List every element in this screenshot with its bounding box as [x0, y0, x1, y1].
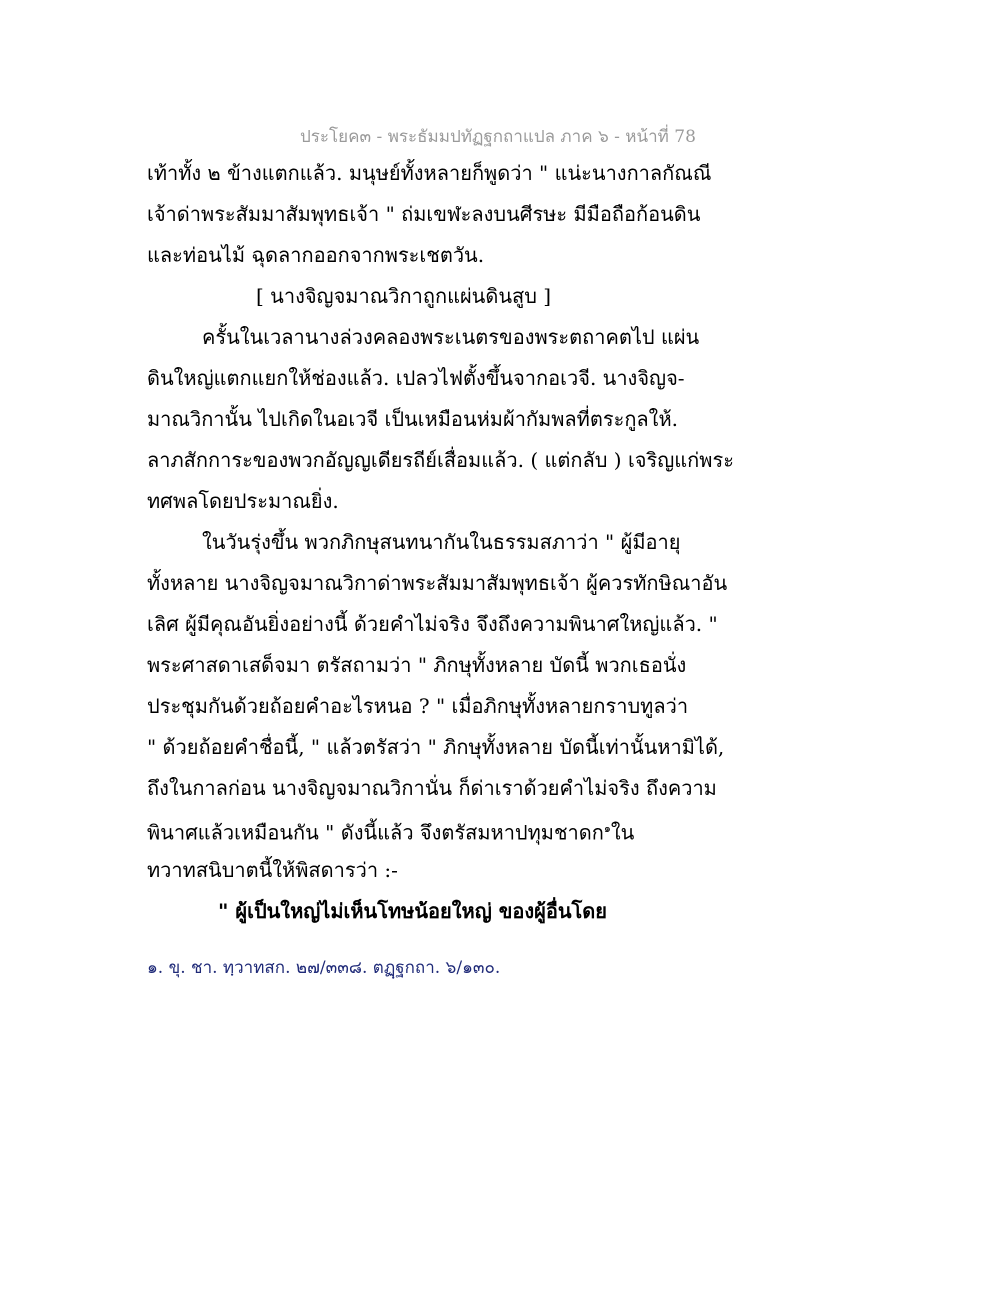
text-line: " ด้วยถ้อยคำชื่อนี้, " แล้วตรัสว่า " ภิกษุทั้งหลาย บัดนี้เท่านั้นหามิได้, [147, 735, 725, 759]
text-line: ทศพลโดยประมาณยิ่ง. [147, 489, 339, 513]
text-line-tail: ใน [610, 820, 635, 845]
text-line: ลาภสักการะของพวกอัญญเดียรถีย์เสื่อมแล้ว. ( แต่กลับ ) เจริญแก่พระ [147, 448, 734, 472]
text-line: ทั้งหลาย นางจิญจมาณวิกาด่าพระสัมมาสัมพุทธเจ้า ผู้ควรทักษิณาอัน [147, 571, 728, 595]
text-line: ในวันรุ่งขึ้น พวกภิกษุสนทนากันในธรรมสภาว่า " ผู้มีอายุ [202, 530, 681, 554]
verse-line: " ผู้เป็นใหญ่ไม่เห็นโทษน้อยใหญ่ ของผู้อื่นโดย [218, 899, 607, 923]
footnote-marker: ๑ [603, 822, 611, 835]
text-line-body: พินาศแล้วเหมือนกัน " ดังนี้แล้ว จึงตรัสมหาปทุมชาดก [147, 820, 604, 845]
text-line: เจ้าด่าพระสัมมาสัมพุทธเจ้า " ถ่มเขฬะลงบนศีรษะ มีมือถือก้อนดิน [147, 202, 701, 226]
text-line: ครั้นในเวลานางล่วงคลองพระเนตรของพระตถาคตไป แผ่น [202, 325, 700, 349]
text-line: พระศาสดาเสด็จมา ตรัสถามว่า " ภิกษุทั้งหลาย บัดนี้ พวกเธอนั่ง [147, 653, 687, 677]
footnote: ๑. ขุ. ชา. ทฺวาทสก. ๒๗/๓๓๘. ตฏฺฐกถา. ๖/๑๓๐. [147, 958, 501, 978]
text-line: ดินใหญ่แตกแยกให้ช่องแล้ว. เปลวไฟตั้งขึ้นจากอเวจี. นางจิญจ- [147, 366, 685, 390]
text-line: ถึงในกาลก่อน นางจิญจมาณวิกานั่น ก็ด่าเราด้วยคำไม่จริง ถึงความ [147, 776, 717, 800]
text-line: เลิศ ผู้มีคุณอันยิ่งอย่างนี้ ด้วยคำไม่จริง จึงถึงความพินาศใหญ่แล้ว. " [147, 612, 718, 636]
text-line: และท่อนไม้ ฉุดลากออกจากพระเชตวัน. [147, 243, 485, 267]
section-heading: [ นางจิญจมาณวิกาถูกแผ่นดินสูบ ] [256, 284, 552, 308]
text-line: ทวาทสนิบาตนี้ให้พิสดารว่า :- [147, 858, 398, 882]
running-header: ประโยค๓ - พระธัมมปทัฏฐกถาแปล ภาค ๖ - หน้าที่ 78 [300, 127, 696, 147]
text-line [147, 814, 634, 848]
text-line: เท้าทั้ง ๒ ข้างแตกแล้ว. มนุษย์ทั้งหลายก็พูดว่า " แน่ะนางกาลกัณณี [147, 161, 712, 185]
text-line: มาณวิกานั้น ไปเกิดในอเวจี เป็นเหมือนห่มผ้ากัมพลที่ตระกูลให้. [147, 407, 678, 431]
text-line: ประชุมกันด้วยถ้อยคำอะไรหนอ ? " เมื่อภิกษุทั้งหลายกราบทูลว่า [147, 694, 689, 718]
